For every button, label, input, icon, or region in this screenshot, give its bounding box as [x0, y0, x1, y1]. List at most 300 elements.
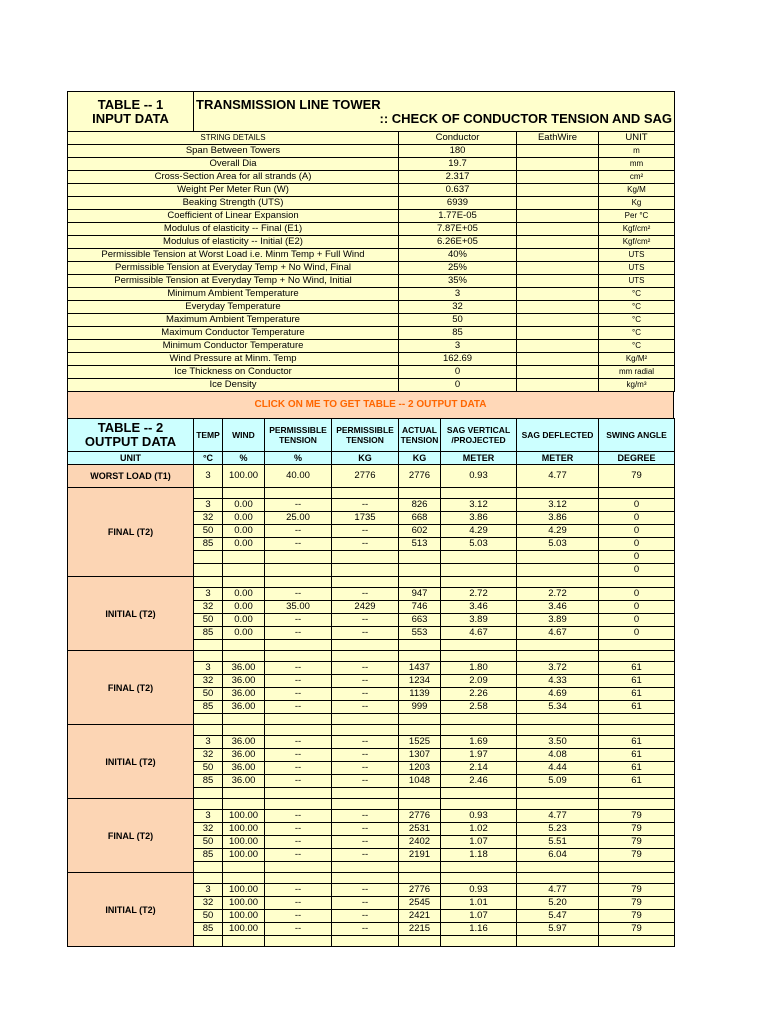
output-cell: 3	[194, 499, 223, 512]
output-cell: 2531	[399, 823, 441, 836]
spacer-cell	[599, 640, 675, 651]
output-cell: 1.16	[441, 923, 517, 936]
output-cell: 0	[599, 512, 675, 525]
unit-value: m	[599, 145, 675, 158]
spacer-cell	[223, 788, 265, 799]
col-string-details: STRING DETAILS	[68, 132, 399, 145]
spacer-cell	[265, 651, 332, 662]
spacer-cell	[223, 640, 265, 651]
unit-value: Per °C	[599, 210, 675, 223]
output-cell: 2545	[399, 897, 441, 910]
input-row	[68, 171, 675, 184]
spacer-cell	[194, 725, 223, 736]
unit-value: Kgf/cm²	[599, 236, 675, 249]
output-cell: 2191	[399, 849, 441, 862]
output-cell: --	[265, 736, 332, 749]
output-cell: --	[332, 588, 399, 601]
spacer-cell	[399, 714, 441, 725]
output-cell: 0.93	[441, 465, 517, 488]
output-cell: 1735	[332, 512, 399, 525]
table1-label-line1: TABLE -- 1	[97, 96, 164, 112]
output-cell: 0.00	[223, 499, 265, 512]
output-cell: 50	[194, 762, 223, 775]
conductor-value[interactable]: 40%	[399, 249, 517, 262]
spacer-cell	[399, 788, 441, 799]
output-cell: --	[332, 923, 399, 936]
output-cell: 3.12	[517, 499, 599, 512]
output-cell: 36.00	[223, 736, 265, 749]
output-cell: 5.47	[517, 910, 599, 923]
output-cell: 2421	[399, 910, 441, 923]
unit-value: °C	[599, 340, 675, 353]
output-cell: 3	[194, 588, 223, 601]
output-cell: 3	[194, 736, 223, 749]
output-cell: 50	[194, 836, 223, 849]
output-cell	[194, 564, 223, 577]
units-row	[68, 452, 675, 465]
group-label: INITIAL (T2)	[68, 725, 194, 799]
output-cell: 79	[599, 810, 675, 823]
unit-value: UTS	[599, 249, 675, 262]
output-cell: 2215	[399, 923, 441, 936]
earthwire-value[interactable]	[517, 353, 599, 366]
input-label: Modulus of elasticity -- Initial (E2)	[68, 236, 399, 249]
output-cell: --	[332, 662, 399, 675]
output-cell: --	[265, 910, 332, 923]
earthwire-value[interactable]	[517, 236, 599, 249]
input-row	[68, 236, 675, 249]
input-label: Maximum Conductor Temperature	[68, 327, 399, 340]
conductor-value[interactable]: 25%	[399, 262, 517, 275]
output-cell: 0	[599, 525, 675, 538]
input-label: Ice Thickness on Conductor	[68, 366, 399, 379]
spacer-cell	[223, 936, 265, 947]
unit-value: Kg/M	[599, 184, 675, 197]
output-cell: 32	[194, 601, 223, 614]
output-cell: 4.67	[441, 627, 517, 640]
output-cell: 2.72	[517, 588, 599, 601]
unit-value: °C	[599, 301, 675, 314]
spacer-cell	[399, 640, 441, 651]
conductor-value[interactable]: 180	[399, 145, 517, 158]
output-cell: 5.97	[517, 923, 599, 936]
click-row-table	[67, 391, 674, 419]
input-label: Permissible Tension at Everyday Temp + No Wind, Initial	[68, 275, 399, 288]
output-cell: 36.00	[223, 775, 265, 788]
output-cell: 2776	[399, 884, 441, 897]
output-cell: 100.00	[223, 823, 265, 836]
output-cell: --	[265, 588, 332, 601]
output-cell	[517, 564, 599, 577]
unit-value: mm	[599, 158, 675, 171]
earthwire-value[interactable]	[517, 340, 599, 353]
earthwire-value[interactable]	[517, 158, 599, 171]
output-col-header: PERMISSIBLE TENSION	[265, 419, 332, 452]
output-cell: 0.00	[223, 525, 265, 538]
output-cell: 2776	[399, 810, 441, 823]
output-cell: 5.51	[517, 836, 599, 849]
table1-label-line2: INPUT DATA	[92, 110, 169, 126]
output-cell: 2.14	[441, 762, 517, 775]
spacer-cell	[517, 651, 599, 662]
spacer-cell	[194, 577, 223, 588]
conductor-value[interactable]: 6939	[399, 197, 517, 210]
output-cell: --	[265, 688, 332, 701]
conductor-value[interactable]: 6.26E+05	[399, 236, 517, 249]
output-cell: 79	[599, 849, 675, 862]
spacer-cell	[223, 799, 265, 810]
output-cell: 79	[599, 923, 675, 936]
spacer-cell	[194, 788, 223, 799]
output-cell: 32	[194, 749, 223, 762]
earthwire-value[interactable]	[517, 275, 599, 288]
output-cell: --	[265, 614, 332, 627]
input-row	[68, 301, 675, 314]
output-cell: 85	[194, 538, 223, 551]
spacer-cell	[517, 873, 599, 884]
output-cell: 36.00	[223, 762, 265, 775]
output-cell: 36.00	[223, 749, 265, 762]
input-label: Minimum Ambient Temperature	[68, 288, 399, 301]
output-cell: 100.00	[223, 836, 265, 849]
input-row	[68, 223, 675, 236]
earthwire-value[interactable]	[517, 249, 599, 262]
earthwire-value[interactable]	[517, 171, 599, 184]
output-cell: --	[332, 525, 399, 538]
output-cell: 4.29	[517, 525, 599, 538]
output-col-header: SWING ANGLE	[599, 419, 675, 452]
output-cell: 36.00	[223, 675, 265, 688]
output-cell: --	[332, 823, 399, 836]
output-cell: 4.08	[517, 749, 599, 762]
output-cell: 61	[599, 662, 675, 675]
input-label: Permissible Tension at Worst Load i.e. Minm Temp + Full Wind	[68, 249, 399, 262]
output-cell: 61	[599, 749, 675, 762]
spacer-cell	[441, 799, 517, 810]
output-cell: 0.00	[223, 588, 265, 601]
spacer-cell	[599, 799, 675, 810]
output-cell: --	[332, 614, 399, 627]
input-label: Span Between Towers	[68, 145, 399, 158]
spacer-cell	[332, 488, 399, 499]
conductor-value[interactable]: 3	[399, 288, 517, 301]
unit-value: Kg/M²	[599, 353, 675, 366]
conductor-value[interactable]: 85	[399, 327, 517, 340]
table1-label	[68, 92, 194, 132]
output-cell: --	[265, 701, 332, 714]
output-cell: 1.18	[441, 849, 517, 862]
spacer-cell	[332, 640, 399, 651]
spacer-cell	[194, 640, 223, 651]
spacer-cell	[194, 862, 223, 873]
unit-cell: METER	[517, 452, 599, 465]
output-cell: 2.46	[441, 775, 517, 788]
unit-cell: KG	[332, 452, 399, 465]
output-cell: 79	[599, 836, 675, 849]
output-cell: 1437	[399, 662, 441, 675]
spacer-cell	[399, 862, 441, 873]
output-cell: 2776	[332, 465, 399, 488]
output-cell: --	[265, 627, 332, 640]
get-output-button[interactable]: CLICK ON ME TO GET TABLE -- 2 OUTPUT DATA	[68, 392, 674, 419]
output-cell: 61	[599, 775, 675, 788]
output-cell: --	[332, 627, 399, 640]
input-label: Ice Density	[68, 379, 399, 392]
earthwire-value[interactable]	[517, 184, 599, 197]
conductor-value[interactable]: 0	[399, 366, 517, 379]
output-cell: 35.00	[265, 601, 332, 614]
spacer-cell	[265, 788, 332, 799]
output-cell: 50	[194, 910, 223, 923]
spacer-cell	[223, 651, 265, 662]
spacer-cell	[265, 488, 332, 499]
output-cell: 79	[599, 823, 675, 836]
spacer-cell	[599, 936, 675, 947]
output-cell: --	[265, 897, 332, 910]
group-label: FINAL (T2)	[68, 488, 194, 577]
spacer-cell	[399, 725, 441, 736]
input-row	[68, 197, 675, 210]
spacer-cell	[265, 799, 332, 810]
output-cell: 668	[399, 512, 441, 525]
spacer-cell	[399, 799, 441, 810]
input-row	[68, 314, 675, 327]
output-cell: --	[332, 910, 399, 923]
output-col-header: PERMISSIBLE TENSION	[332, 419, 399, 452]
spacer-cell	[332, 873, 399, 884]
output-cell: 0	[599, 627, 675, 640]
conductor-value[interactable]: 35%	[399, 275, 517, 288]
earthwire-value[interactable]	[517, 197, 599, 210]
earthwire-value[interactable]	[517, 223, 599, 236]
unit-value: °C	[599, 327, 675, 340]
output-cell: 4.77	[517, 465, 599, 488]
spacer-row	[68, 873, 675, 884]
output-cell: 3.12	[441, 499, 517, 512]
spacer-cell	[332, 577, 399, 588]
output-cell: 32	[194, 823, 223, 836]
conductor-value[interactable]: 7.87E+05	[399, 223, 517, 236]
input-label: Maximum Ambient Temperature	[68, 314, 399, 327]
output-cell: 5.03	[517, 538, 599, 551]
spacer-cell	[223, 862, 265, 873]
input-row	[68, 158, 675, 171]
output-cell: 1525	[399, 736, 441, 749]
spacer-cell	[441, 862, 517, 873]
spacer-cell	[517, 577, 599, 588]
output-cell: 1234	[399, 675, 441, 688]
output-cell: 0.00	[223, 538, 265, 551]
spacer-cell	[599, 788, 675, 799]
output-cell: 61	[599, 688, 675, 701]
output-cell: 85	[194, 775, 223, 788]
spacer-cell	[517, 799, 599, 810]
input-label: Permissible Tension at Everyday Temp + No Wind, Final	[68, 262, 399, 275]
earthwire-value[interactable]	[517, 288, 599, 301]
output-cell: 50	[194, 525, 223, 538]
input-row	[68, 366, 675, 379]
output-cell: 2.09	[441, 675, 517, 688]
output-cell: --	[332, 884, 399, 897]
output-cell: 32	[194, 512, 223, 525]
spacer-cell	[194, 873, 223, 884]
output-cell: 0	[599, 551, 675, 564]
conductor-value[interactable]: 162.69	[399, 353, 517, 366]
spacer-cell	[332, 725, 399, 736]
unit-cell: %	[265, 452, 332, 465]
earthwire-value[interactable]	[517, 262, 599, 275]
output-cell: 1048	[399, 775, 441, 788]
output-cell: --	[265, 849, 332, 862]
output-cell: 553	[399, 627, 441, 640]
conductor-value[interactable]: 3	[399, 340, 517, 353]
group-label: INITIAL (T2)	[68, 577, 194, 651]
output-cell: 100.00	[223, 923, 265, 936]
output-cell: --	[265, 749, 332, 762]
spacer-cell	[265, 725, 332, 736]
output-cell: 0	[599, 588, 675, 601]
input-label: Wind Pressure at Minm. Temp	[68, 353, 399, 366]
output-cell: 1.80	[441, 662, 517, 675]
output-cell: 0	[599, 538, 675, 551]
output-cell: --	[265, 923, 332, 936]
earthwire-value[interactable]	[517, 366, 599, 379]
output-cell: 32	[194, 897, 223, 910]
conductor-value[interactable]: 2.317	[399, 171, 517, 184]
output-cell: 79	[599, 465, 675, 488]
output-cell: 663	[399, 614, 441, 627]
spacer-cell	[441, 640, 517, 651]
spacer-cell	[223, 714, 265, 725]
output-cell: 0.00	[223, 627, 265, 640]
spacer-cell	[599, 651, 675, 662]
output-cell: 2402	[399, 836, 441, 849]
unit-value: UTS	[599, 262, 675, 275]
input-row	[68, 184, 675, 197]
spacer-cell	[599, 577, 675, 588]
spacer-cell	[517, 488, 599, 499]
spacer-cell	[194, 714, 223, 725]
worst-load-row	[68, 465, 675, 488]
output-cell	[332, 564, 399, 577]
output-cell: 79	[599, 884, 675, 897]
output-cell: 5.03	[441, 538, 517, 551]
output-cell: 85	[194, 849, 223, 862]
output-cell: 3	[194, 662, 223, 675]
output-cell: 1139	[399, 688, 441, 701]
output-cell: 1.07	[441, 836, 517, 849]
spacer-cell	[517, 725, 599, 736]
output-col-header: SAG DEFLECTED	[517, 419, 599, 452]
output-cell	[223, 564, 265, 577]
input-row	[68, 353, 675, 366]
output-cell: 100.00	[223, 810, 265, 823]
input-row	[68, 262, 675, 275]
output-cell: 50	[194, 614, 223, 627]
earthwire-value[interactable]	[517, 379, 599, 392]
output-cell: 826	[399, 499, 441, 512]
spacer-cell	[194, 651, 223, 662]
output-cell: 5.34	[517, 701, 599, 714]
spacer-cell	[332, 651, 399, 662]
output-cell: 1307	[399, 749, 441, 762]
output-cell: --	[332, 762, 399, 775]
output-cell: 2.72	[441, 588, 517, 601]
conductor-value[interactable]: 50	[399, 314, 517, 327]
output-cell: 2776	[399, 465, 441, 488]
spacer-row	[68, 577, 675, 588]
output-cell: --	[332, 897, 399, 910]
spacer-cell	[441, 936, 517, 947]
input-label: Modulus of elasticity -- Final (E1)	[68, 223, 399, 236]
spacer-cell	[265, 873, 332, 884]
unit-cell: °C	[194, 452, 223, 465]
output-cell	[332, 551, 399, 564]
conductor-value[interactable]: 19.7	[399, 158, 517, 171]
spacer-cell	[441, 651, 517, 662]
conductor-value[interactable]: 1.77E-05	[399, 210, 517, 223]
spacer-cell	[265, 936, 332, 947]
unit-value: Kg	[599, 197, 675, 210]
table1-title	[194, 92, 675, 132]
output-cell: 25.00	[265, 512, 332, 525]
spacer-cell	[223, 873, 265, 884]
output-cell: 4.77	[517, 884, 599, 897]
unit-value: UTS	[599, 275, 675, 288]
output-col-header: ACTUAL TENSION	[399, 419, 441, 452]
output-cell: 36.00	[223, 701, 265, 714]
unit-cell: METER	[441, 452, 517, 465]
earthwire-value[interactable]	[517, 314, 599, 327]
output-col-header: WIND	[223, 419, 265, 452]
output-cell: 0	[599, 564, 675, 577]
output-cell: --	[332, 849, 399, 862]
spacer-cell	[194, 936, 223, 947]
conductor-value[interactable]: 0	[399, 379, 517, 392]
output-cell: 0	[599, 614, 675, 627]
spacer-row	[68, 651, 675, 662]
output-cell: --	[265, 499, 332, 512]
output-cell: --	[265, 662, 332, 675]
output-cell	[265, 551, 332, 564]
output-cell: 1.01	[441, 897, 517, 910]
spacer-cell	[399, 873, 441, 884]
output-cell: 602	[399, 525, 441, 538]
output-cell	[399, 564, 441, 577]
output-cell: --	[265, 823, 332, 836]
output-cell: 5.20	[517, 897, 599, 910]
spacer-row	[68, 488, 675, 499]
output-cell: 746	[399, 601, 441, 614]
conductor-value[interactable]: 32	[399, 301, 517, 314]
earthwire-value[interactable]	[517, 301, 599, 314]
spacer-cell	[223, 725, 265, 736]
output-cell: 3.46	[517, 601, 599, 614]
conductor-value[interactable]: 0.637	[399, 184, 517, 197]
output-cell: 4.69	[517, 688, 599, 701]
earthwire-value[interactable]	[517, 145, 599, 158]
earthwire-value[interactable]	[517, 210, 599, 223]
spacer-cell	[441, 577, 517, 588]
output-cell: 36.00	[223, 662, 265, 675]
input-label: Overall Dia	[68, 158, 399, 171]
spacer-row	[68, 799, 675, 810]
output-cell: 1.02	[441, 823, 517, 836]
output-cell: 3.72	[517, 662, 599, 675]
earthwire-value[interactable]	[517, 327, 599, 340]
output-cell: 0.00	[223, 512, 265, 525]
input-row	[68, 145, 675, 158]
